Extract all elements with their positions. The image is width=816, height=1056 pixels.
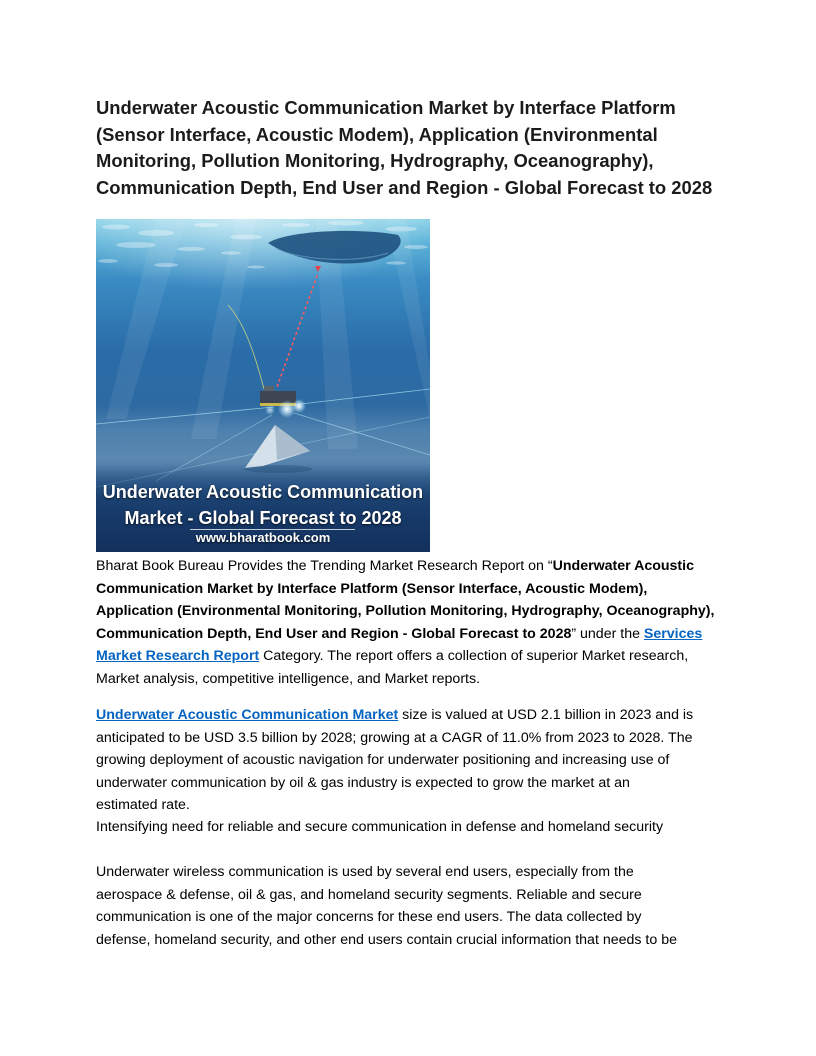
underwater-acoustic-communication-market-link[interactable]: Underwater Acoustic Communication Market [96,707,399,723]
intro-tail-text: Category. The report offers a collection of superior Market research, Market analysis, competitive intelligence, and Market reports. [96,648,689,687]
cover-website: www.bharatbook.com [195,530,331,545]
cover-image [96,219,430,552]
driver-paragraph: Underwater wireless communication is used by several end users, especially from the aerospace & defense, oil & gas, and homeland security segments. Reliable and secure communication is one of the major concerns for these end users. The data collected by defense, homeland security, and other end users contain crucial information that needs to be [96,864,677,948]
intro-report-title: Underwater Acoustic Communication Market by Interface Platform (Sensor Interface, Acoustic Modem), Application (Environmental Monitoring, Pollution Monitoring, Hydrography, Oceanography), Communication Depth, End User and Region - Global Forecast to 2028 [96,558,715,642]
cover-caption-line-2: Market - Global Forecast to 2028 [124,508,402,528]
intro-lead-text: Bharat Book Bureau Provides the Trending Market Research Report on “ [96,558,553,574]
services-market-research-report-link[interactable]: Services Market Research Report [96,625,703,665]
intro-paragraph [96,555,776,690]
intro-connector-text: ” under the [571,625,644,642]
driver-heading: Intensifying need for reliable and secure communication in defense and homeland security [96,819,664,835]
report-title: Underwater Acoustic Communication Market by Interface Platform (Sensor Interface, Acoustic Modem), Application (Environmental Monitoring, Pollution Monitoring, Hydrography, Oceanography), Communication Depth, End User and Region - Global Forecast to 2028 [96,97,713,199]
cover-caption-line-1: Underwater Acoustic Communication [102,482,424,502]
market-size-paragraph [96,704,776,817]
market-size-text: size is valued at USD 2.1 billion in 2023 and is anticipated to be USD 3.5 billion by 2028; growing at a CAGR of 11.0% from 2023 to 2028. The growing deployment of acoustic navigation for underwater positioning and increasing use of underwater communication by oil & gas industry is expected to grow the market at an estimated rate. [96,707,694,814]
